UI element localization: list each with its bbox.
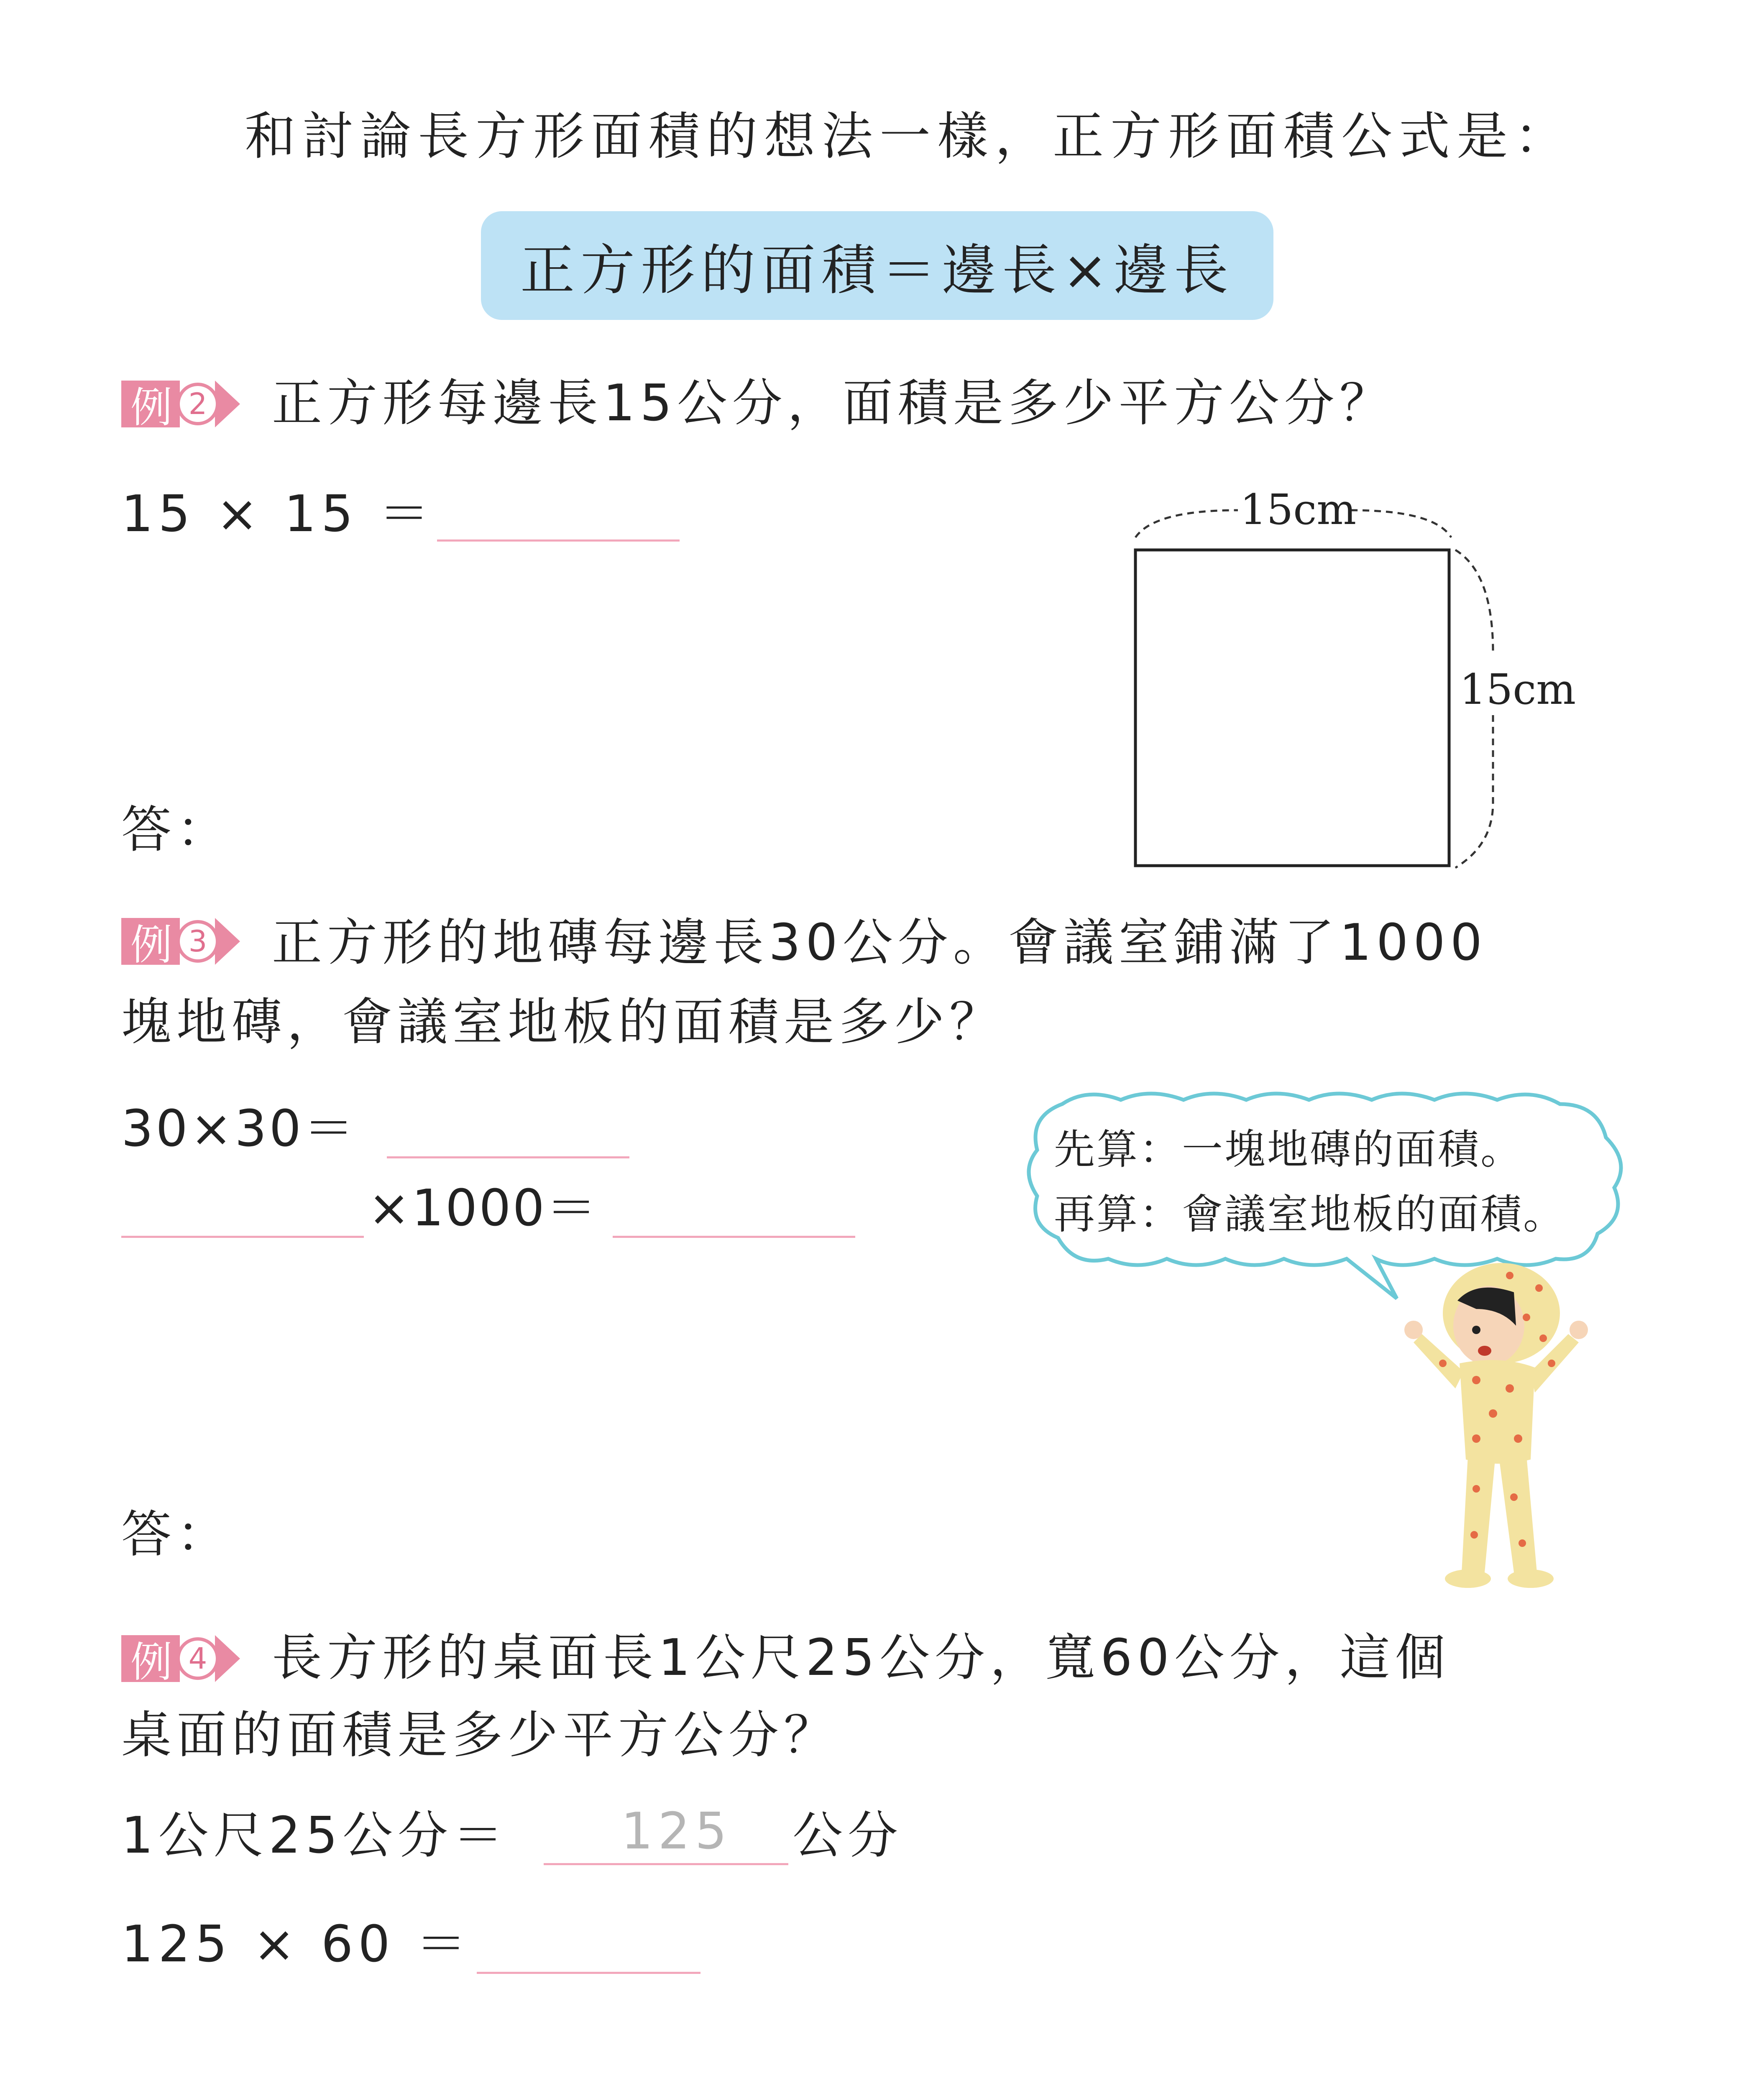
bubble-line-2: 再算：會議室地板的面積。 [1054,1191,1566,1238]
example-4-conversion: 1公尺25公分＝ [121,1807,509,1865]
side-dimension-label: 15cm [1460,665,1576,714]
example-3-question-line1: 正方形的地磚每邊長30公分。會議室鋪滿了1000 [272,914,1488,972]
formula-text: 正方形的面積＝邊長×邊長 [520,238,1234,302]
formula-box [481,211,1273,320]
example-label-text: 例 [121,381,180,427]
example-number-badge: 4 [176,1637,219,1680]
bubble-line-1: 先算：一塊地磚的面積。 [1054,1126,1524,1173]
example-number-badge: 2 [176,383,219,425]
example-4-question-line2: 桌面的面積是多少平方公分？ [121,1706,839,1764]
example-3-label [121,918,240,969]
example-4-answer-blank[interactable] [477,1972,700,1974]
example-3-multiplicand-blank[interactable] [121,1236,364,1238]
example-4-conversion-unit: 公分 [793,1807,903,1865]
top-dimension-label: 15cm [1240,485,1357,534]
example-4-conversion-hint: 125 [621,1802,732,1861]
example-3-total-area-blank[interactable] [613,1236,855,1238]
top-dimension-arc [1135,510,1238,537]
example-3-question-line2: 塊地磚，會議室地板的面積是多少？ [121,993,1005,1051]
example-2-label [121,381,240,432]
example-2-equation: 15 × 15 ＝ [121,485,435,543]
example-2-answer-blank[interactable] [437,539,680,542]
example-3-equation-2: ×1000＝ [368,1179,598,1237]
example-number-badge: 3 [176,920,219,963]
child-in-pajamas-illustration [1351,1263,1635,1598]
square-shape [1135,550,1449,866]
example-label-text: 例 [121,1635,180,1682]
example-3-equation-1: 30×30＝ [121,1100,356,1158]
example-2-question: 正方形每邊長15公分，面積是多少平方公分？ [272,374,1395,432]
side-dimension-arc [1455,550,1493,652]
example-4-conversion-blank[interactable] [544,1863,788,1865]
example-label-text: 例 [121,918,180,965]
example-3-answer-label: 答： [121,1506,232,1564]
example-4-label [121,1635,240,1687]
example-3-tile-area-blank[interactable] [387,1156,629,1158]
intro-text: 和討論長方形面積的想法一樣，正方形面積公式是： [245,107,1572,166]
top-dimension-arc-right [1351,510,1451,537]
character-body [1404,1263,1588,1588]
example-4-question-line1: 長方形的桌面長1公尺25公分，寬60公分，這個 [272,1629,1450,1687]
example-2-answer-label: 答： [121,801,232,859]
example-4-equation: 125 × 60 ＝ [121,1915,471,1973]
side-dimension-arc-lower [1455,715,1493,868]
